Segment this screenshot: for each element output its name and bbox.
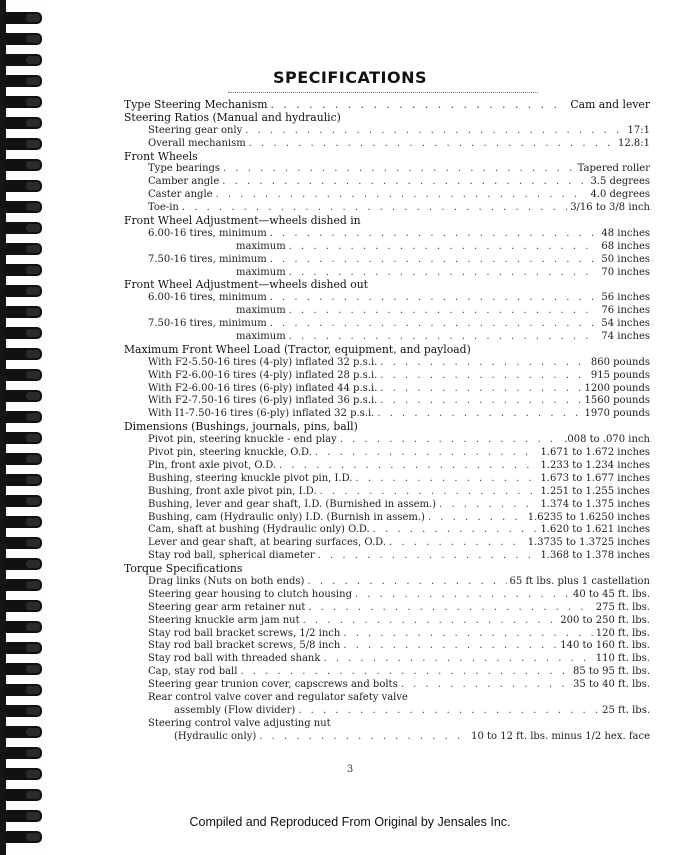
binding-ring	[4, 411, 42, 423]
spec-label: With I1-7.50-16 tires (6-ply) inflated 32 p.s.i.	[148, 408, 375, 420]
spec-label: Type Steering Mechanism	[124, 98, 268, 111]
binding-ring	[4, 201, 42, 213]
dot-leader	[380, 395, 581, 408]
spec-row	[124, 370, 650, 383]
binding-ring	[4, 390, 42, 402]
spec-row	[124, 241, 650, 254]
dot-leader	[323, 653, 592, 666]
spec-row	[124, 318, 650, 331]
spec-row	[124, 447, 650, 460]
spec-value: 915 pounds	[590, 369, 650, 381]
spec-row	[124, 615, 650, 628]
spec-row	[124, 576, 650, 589]
spec-label: Caster angle	[148, 189, 213, 201]
spec-label: Steering gear housing to clutch housing	[148, 588, 352, 600]
spec-label: Pivot pin, steering knuckle, O.D.	[148, 447, 312, 459]
binding-ring	[4, 453, 42, 465]
spec-row	[124, 628, 650, 641]
section-heading	[124, 215, 650, 228]
spec-row	[124, 473, 650, 486]
binding-ring	[4, 348, 42, 360]
dot-leader	[401, 679, 570, 692]
dot-leader	[222, 176, 587, 189]
binding-ring	[4, 138, 42, 150]
dot-leader	[298, 705, 599, 718]
binding-ring	[4, 432, 42, 444]
binding-ring	[4, 558, 42, 570]
dot-leader	[439, 499, 537, 512]
spec-value: Tapered roller	[577, 163, 650, 175]
spec-label: (Hydraulic only)	[174, 730, 257, 742]
section-heading	[124, 421, 650, 434]
spec-label: Type bearings	[148, 163, 221, 175]
dot-leader	[318, 550, 538, 563]
spec-label: 6.00-16 tires, minimum	[148, 292, 267, 304]
specifications-list	[124, 99, 650, 744]
binding-ring	[4, 264, 42, 276]
spec-label: Drag links (Nuts on both ends)	[148, 575, 305, 587]
spec-value: 1.673 to 1.677 inches	[540, 472, 650, 484]
spec-label: Camber angle	[148, 176, 220, 188]
binding-ring	[4, 831, 42, 843]
dot-leader	[216, 189, 588, 202]
binding-ring	[4, 306, 42, 318]
spec-row	[124, 718, 650, 731]
dot-leader	[270, 228, 599, 241]
spec-label: maximum	[236, 266, 286, 278]
spec-label: 7.50-16 tires, minimum	[148, 253, 267, 265]
binding-ring	[4, 684, 42, 696]
dot-leader	[355, 589, 570, 602]
dot-leader	[389, 537, 525, 550]
page-number: 3	[346, 764, 354, 775]
binding-ring	[4, 96, 42, 108]
binding-ring	[4, 243, 42, 255]
spec-row	[124, 524, 650, 537]
spec-label: Front Wheel Adjustment—wheels dished out	[124, 278, 368, 292]
spec-row	[124, 705, 650, 718]
spec-value: 3/16 to 3/8 inch	[570, 202, 650, 214]
spec-value: 1.233 to 1.234 inches	[540, 459, 650, 471]
dot-leader	[279, 460, 537, 473]
dot-leader	[289, 241, 599, 254]
spec-label: Stay rod ball with threaded shank	[148, 653, 321, 665]
spec-label: Maximum Front Wheel Load (Tractor, equipment, and payload)	[124, 342, 471, 356]
footer-credit: Compiled and Reproduced From Original by Jensales Inc.	[189, 815, 511, 829]
dot-leader	[270, 254, 599, 267]
spec-label: Dimensions (Bushings, journals, pins, ball)	[124, 420, 358, 434]
spec-row	[124, 228, 650, 241]
dot-leader	[270, 292, 599, 305]
spec-label: Overall mechanism	[148, 137, 246, 149]
spec-label: Steering knuckle arm jam nut	[148, 614, 300, 626]
spec-row	[124, 537, 650, 550]
spec-label: Cap, stay rod ball	[148, 666, 238, 678]
binding-ring	[4, 222, 42, 234]
spec-row	[124, 138, 650, 151]
spec-row	[124, 512, 650, 525]
spec-row	[124, 731, 650, 744]
binding-ring	[4, 705, 42, 717]
spec-label: With F2-6.00-16 tires (4-ply) inflated 28 p.s.i.	[148, 369, 378, 381]
spec-row	[124, 434, 650, 447]
spec-value: 860 pounds	[590, 356, 650, 368]
dot-leader	[428, 512, 525, 525]
binding-ring	[4, 12, 42, 24]
spec-label: Cam, shaft at bushing (Hydraulic only) O.D.	[148, 524, 370, 536]
spec-row	[124, 189, 650, 202]
spec-label: Stay rod ball bracket screws, 5/8 inch	[148, 640, 341, 652]
spec-row	[124, 602, 650, 615]
spec-value: 1.368 to 1.378 inches	[540, 550, 650, 562]
binding-ring	[4, 747, 42, 759]
spec-label: maximum	[236, 240, 286, 252]
dot-leader	[307, 576, 506, 589]
spec-value: 74 inches	[601, 331, 650, 343]
binding-ring	[4, 621, 42, 633]
spec-row	[124, 305, 650, 318]
dot-leader	[373, 524, 538, 537]
spec-value: 120 ft. lbs.	[595, 627, 650, 639]
binding-ring	[4, 159, 42, 171]
binding-ring	[4, 726, 42, 738]
spec-value: 3.5 degrees	[590, 176, 650, 188]
spec-value: 54 inches	[601, 318, 650, 330]
binding-ring	[4, 789, 42, 801]
spec-label: Steering gear only	[148, 124, 243, 136]
spec-row	[124, 357, 650, 370]
spec-label: Bushing, cam (Hydraulic only) I.D. (Burnish in assem.)	[148, 511, 425, 523]
spec-label: Bushing, steering knuckle pivot pin, I.D.	[148, 472, 353, 484]
spec-label: With F2-6.00-16 tires (6-ply) inflated 44 p.s.i.	[148, 382, 378, 394]
spec-label: Stay rod ball, spherical diameter	[148, 550, 315, 562]
dot-leader	[355, 473, 537, 486]
dot-leader	[245, 125, 624, 138]
spec-label: Bushing, front axle pivot pin, I.D.	[148, 485, 317, 497]
spec-label: With F2-7.50-16 tires (6-ply) inflated 36 p.s.i.	[148, 395, 378, 407]
section-heading	[124, 563, 650, 576]
spec-value: .008 to .070 inch	[564, 434, 650, 446]
spec-row	[124, 292, 650, 305]
spec-value: 1.374 to 1.375 inches	[540, 498, 650, 510]
page-title: SPECIFICATIONS	[272, 68, 428, 87]
spec-value: 1.620 to 1.621 inches	[540, 524, 650, 536]
spec-value: 110 ft. lbs.	[595, 653, 650, 665]
spec-label: Rear control valve cover and regulator safety valve	[148, 691, 408, 703]
binding-ring	[4, 579, 42, 591]
spec-value: 40 to 45 ft. lbs.	[572, 588, 650, 600]
spec-label: With F2-5.50-16 tires (4-ply) inflated 32 p.s.i.	[148, 356, 378, 368]
dot-leader	[289, 331, 599, 344]
spec-row	[124, 679, 650, 692]
spec-value: 1970 pounds	[584, 408, 650, 420]
spec-value: Cam and lever	[570, 98, 650, 111]
spec-label: Steering Ratios (Manual and hydraulic)	[124, 110, 341, 124]
section-heading	[124, 112, 650, 125]
spec-row	[124, 692, 650, 705]
spiral-binding	[0, 0, 46, 855]
spec-row	[124, 163, 650, 176]
spec-value: 50 inches	[601, 253, 650, 265]
spec-label: maximum	[236, 305, 286, 317]
spec-row	[124, 499, 650, 512]
dot-leader	[303, 615, 558, 628]
spec-value: 17:1	[627, 124, 650, 136]
spec-label: maximum	[236, 331, 286, 343]
spec-value: 1.671 to 1.672 inches	[540, 447, 650, 459]
spec-row	[124, 640, 650, 653]
spec-label: Pin, front axle pivot, O.D.	[148, 459, 277, 471]
spec-row	[124, 395, 650, 408]
binding-ring	[4, 537, 42, 549]
dot-leader	[271, 99, 568, 112]
dot-leader	[340, 434, 561, 447]
binding-ring	[4, 663, 42, 675]
binding-ring	[4, 516, 42, 528]
spec-value: 200 to 250 ft. lbs.	[560, 614, 650, 626]
dot-leader	[223, 163, 575, 176]
dot-leader	[380, 357, 588, 370]
binding-ring	[4, 495, 42, 507]
spec-label: assembly (Flow divider)	[174, 704, 296, 716]
spec-value: 275 ft. lbs.	[595, 601, 650, 613]
spec-label: Front Wheels	[124, 149, 198, 163]
spec-row	[124, 383, 650, 396]
dot-leader	[320, 486, 538, 499]
dot-leader	[343, 628, 592, 641]
spec-value: 76 inches	[601, 305, 650, 317]
spec-row	[124, 589, 650, 602]
section-heading	[124, 279, 650, 292]
title-rule	[228, 92, 538, 93]
spec-value: 12.8:1	[618, 137, 650, 149]
spec-row	[124, 254, 650, 267]
spec-label: 6.00-16 tires, minimum	[148, 227, 267, 239]
dot-leader	[270, 318, 599, 331]
dot-leader	[308, 602, 592, 615]
binding-ring	[4, 600, 42, 612]
binding-ring	[4, 54, 42, 66]
spec-row	[124, 460, 650, 473]
dot-leader	[377, 408, 581, 421]
dot-leader	[343, 640, 557, 653]
binding-ring	[4, 369, 42, 381]
spec-label: Steering gear arm retainer nut	[148, 601, 306, 613]
spec-value: 1.251 to 1.255 inches	[540, 485, 650, 497]
spec-label: Lever and gear shaft, at bearing surfaces, O.D.	[148, 537, 387, 549]
dot-leader	[249, 138, 615, 151]
spec-row	[124, 653, 650, 666]
spec-value: 1560 pounds	[584, 395, 650, 407]
spec-row	[124, 331, 650, 344]
spec-label: Steering gear trunion cover, capscrews and bolts	[148, 679, 398, 691]
section-heading	[124, 151, 650, 164]
binding-ring	[4, 33, 42, 45]
spec-value: 56 inches	[601, 292, 650, 304]
spec-value: 1.6235 to 1.6250 inches	[527, 511, 650, 523]
dot-leader	[315, 447, 538, 460]
spec-value: 4.0 degrees	[590, 189, 650, 201]
section-heading	[124, 99, 650, 112]
spec-value: 1.3735 to 1.3725 inches	[527, 537, 650, 549]
spec-row	[124, 666, 650, 679]
dot-leader	[380, 383, 581, 396]
spec-value: 1200 pounds	[584, 382, 650, 394]
dot-leader	[380, 370, 588, 383]
spec-value: 48 inches	[601, 227, 650, 239]
binding-ring	[4, 285, 42, 297]
section-heading	[124, 344, 650, 357]
spec-row	[124, 125, 650, 138]
spec-value: 85 to 95 ft. lbs.	[572, 666, 650, 678]
spec-value: 25 ft. lbs.	[602, 704, 650, 716]
spec-row	[124, 176, 650, 189]
spec-value: 35 to 40 ft. lbs.	[572, 679, 650, 691]
spec-value: 65 ft lbs. plus 1 castellation	[509, 575, 650, 587]
spec-value: 68 inches	[601, 240, 650, 252]
spec-label: Pivot pin, steering knuckle - end play	[148, 434, 337, 446]
binding-ring	[4, 117, 42, 129]
dot-leader	[240, 666, 570, 679]
spec-label: Bushing, lever and gear shaft, I.D. (Burnished in assem.)	[148, 498, 437, 510]
spec-row	[124, 486, 650, 499]
dot-leader	[289, 305, 599, 318]
spec-value: 10 to 12 ft. lbs. minus 1/2 hex. face	[471, 730, 650, 742]
binding-ring	[4, 180, 42, 192]
binding-ring	[4, 474, 42, 486]
spec-label: 7.50-16 tires, minimum	[148, 318, 267, 330]
binding-ring	[4, 642, 42, 654]
spec-label: Steering control valve adjusting nut	[148, 717, 331, 729]
spec-label: Front Wheel Adjustment—wheels dished in	[124, 214, 361, 228]
binding-ring	[4, 327, 42, 339]
spec-label: Stay rod ball bracket screws, 1/2 inch	[148, 627, 341, 639]
dot-leader	[259, 731, 468, 744]
spec-value: 70 inches	[601, 266, 650, 278]
spec-label: Torque Specifications	[124, 562, 243, 576]
spec-label: Toe-in	[148, 202, 179, 214]
spec-value: 140 to 160 ft. lbs.	[560, 640, 650, 652]
